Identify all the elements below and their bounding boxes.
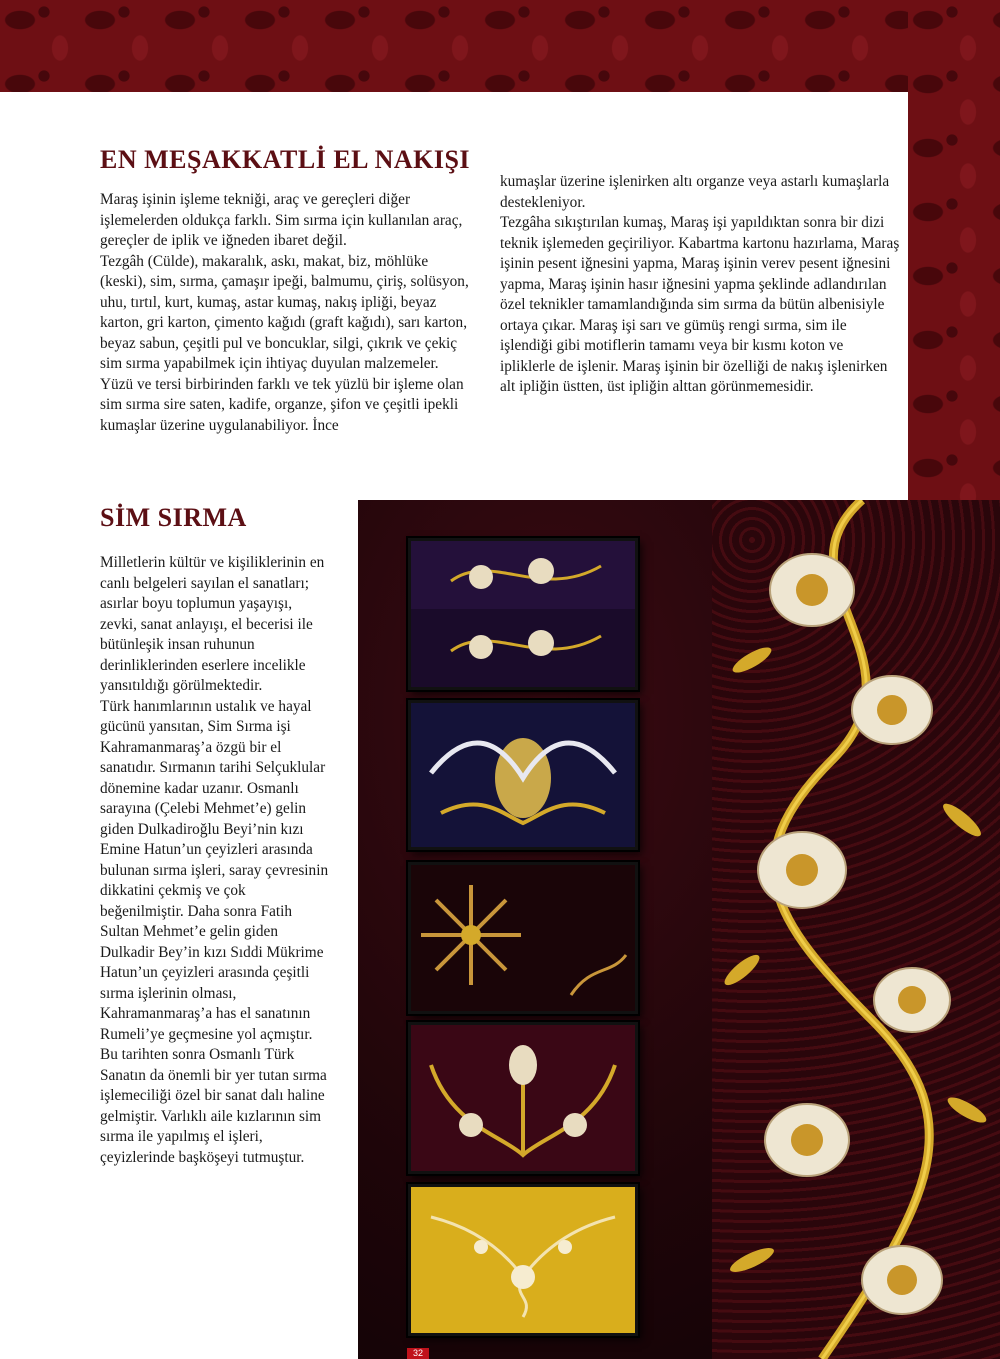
embroidery-thumbnail-4 xyxy=(408,1022,638,1174)
gold-vine-illustration xyxy=(712,500,1000,1359)
decorative-border-top xyxy=(0,0,1000,92)
section-title-main: EN MEŞAKKATLİ EL NAKIŞI xyxy=(100,145,471,174)
embroidery-thumbnail-3 xyxy=(408,862,638,1014)
paragraph: Milletlerin kültür ve kişiliklerinin en canlı belgeleri sayılan el sanatları; asırlar boyu toplumun yaşayışı, zevki, sanat anlayışı, el becerisi ile bütünleşik insan ruhunun derinliklerinden eserlere incelikle yansıtıldığı görülmektedir. xyxy=(100,554,325,694)
embroidery-thumbnail-1 xyxy=(408,538,638,690)
snowflake-gold-embroidery-image xyxy=(411,865,635,1011)
page-number: 32 xyxy=(407,1348,429,1359)
paragraph: kumaşlar üzerine işlenirken altı organze veya astarlı kumaşlarla destekleniyor. xyxy=(500,173,890,211)
embroidery-thumbnail-5 xyxy=(408,1184,638,1336)
embroidery-thumbnail-2 xyxy=(408,700,638,850)
decorative-border-right xyxy=(908,0,1000,500)
tulip-gold-embroidery-image xyxy=(411,1025,635,1171)
navy-silver-embroidery-image xyxy=(411,703,635,847)
paragraph: Türk hanımlarının ustalık ve hayal gücünü yansıtan, Sim Sırma işi Kahramanmaraş’a özgü bir el sanatıdır. Sırmanın tarihi Selçuklular dönemine kadar uzanır. Osmanlı sarayına (Çelebi Mehmet’e) gelin giden Dulkadiroğlu Beyi’nin kızı Emine Hatun’un çeyizleri arasında bulunan sırma işleri, saray çevresinin dikkatini çekmiş ve çok beğenilmiştir. Daha sonra Fatih Sultan Mehmet’e gelin giden Dulkadir Bey’in kızı Sıddi Mükrime Hatun’un çeyizleri arasında çeşitli sırma işlerinin olması, Kahramanmaraş’a has el sanatının Rumeli’ye geçmesine yol açmıştır. Bu tarihten sonra Osmanlı Türk Sanatın da önemli bir yer tutan sırma işlemeciliği özel bir sanat dalı haline gelmiştir. Varlıklı aile kızlarının sim sırma ile yapılmış el işleri, çeyizlerinde başköşeyi tutmuştur. xyxy=(100,697,329,1166)
embroidery-photo-large xyxy=(712,500,1000,1359)
paragraph: Yüzü ve tersi birbirinden farklı ve tek yüzlü bir işleme olan sim sırma sire saten, kadife, organze, şifon ve çeşitli ipekli kumaşlar üzerine uygulanabiliyor. İnce xyxy=(100,375,464,434)
yellow-fabric-embroidery-image xyxy=(411,1187,635,1333)
text-column-2 xyxy=(500,172,900,398)
paragraph: Maraş işinin işleme tekniği, araç ve gereçleri diğer işlemelerden oldukça farklı. Sim sırma için kullanılan araç, gereçler de iplik ve iğneden ibaret değil. xyxy=(100,191,463,249)
section-title-sim-sirma: SİM SIRMA xyxy=(100,503,247,532)
paragraph: Tezgâh (Cülde), makaralık, askı, makat, biz, möhlüke (keski), sim, sırma, çamaşır ipeği, balmumu, çiriş, solüsyon, uhu, tırtıl, kurt, kumaş, astar kumaş, nakış ipliği, beyaz karton, gri karton, çimento kağıdı (graft kağıdı), sarı karton, beyaz sabun, çeşitli pul ve boncuklar, silgi, çıkrık ve çekiç sim sırma yapabilmek için ihtiyaç duyulan malzemeler. xyxy=(100,252,469,372)
floral-gold-embroidery-image xyxy=(411,541,635,687)
text-column-sim xyxy=(100,553,332,1168)
text-column-1 xyxy=(100,190,475,436)
paragraph: Tezgâha sıkıştırılan kumaş, Maraş işi yapıldıktan sonra bir dizi teknik işlemeden geçiriliyor. Kabartma kartonu hazırlama, Maraş işinin pesent iğnesini yapma, Maraş işinin verev pesent iğnesini yapma, Maraş işinin hasır iğnesini yapma şeklinde adlandırılan özel teknikler tamamlandığında sim sırma da bütün albenisiyle ortaya çıkar. Maraş işi sarı ve gümüş rengi sırma, sim ile işlendiği gibi motiflerin tamamı veya bir kısmı koton ve ipliklerle de işlenir. Maraş işinin bir özelliği de nakış işlenirken alt ipliğin üstten, üst ipliğin alttan görünmemesidir. xyxy=(500,214,900,395)
